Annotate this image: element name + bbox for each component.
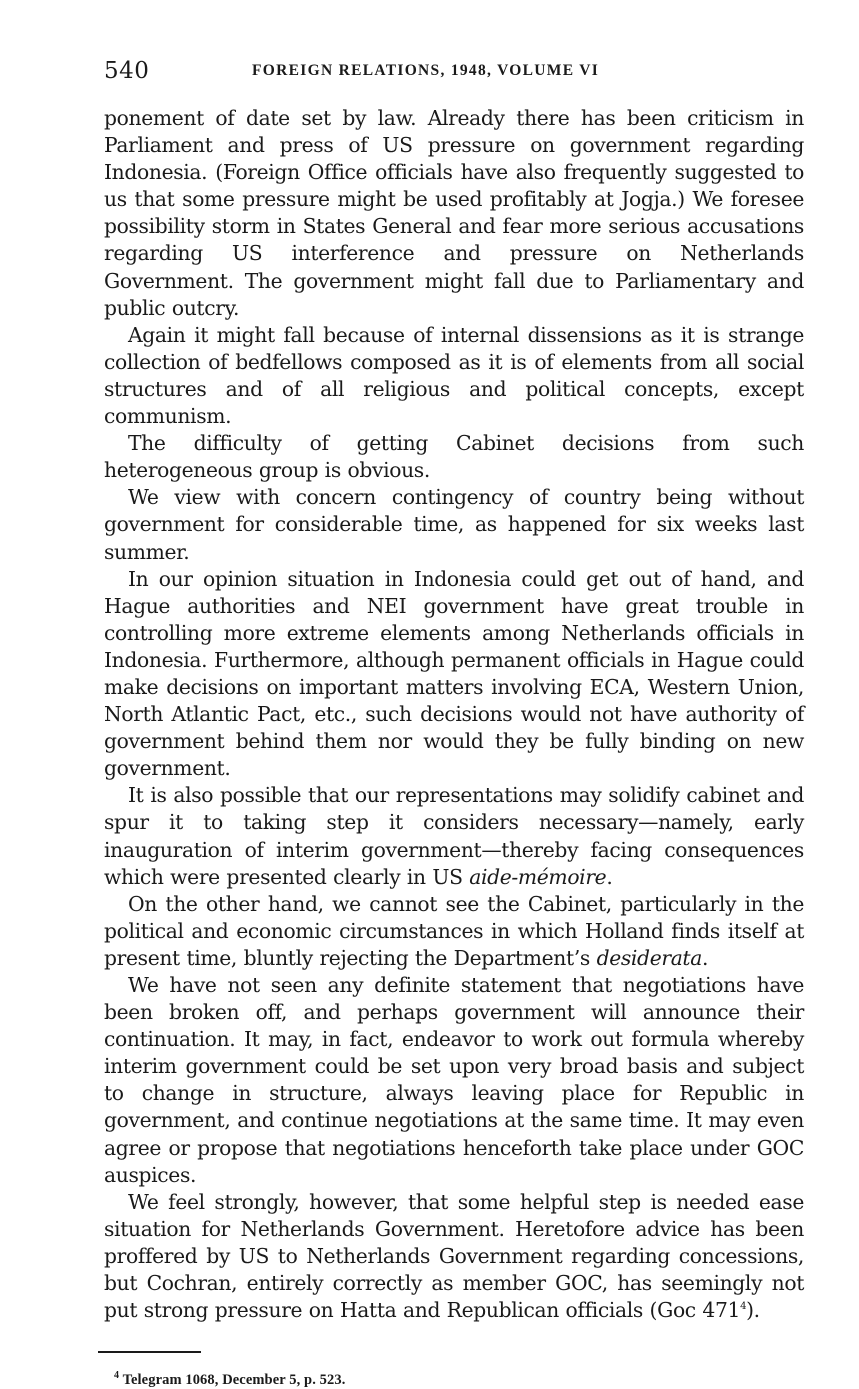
- paragraph-text: It is also possible that our representations may solidify cabinet and spur it to taking step it considers necessary—namely, early inauguration of interim government—thereby facing consequences which were presented clearly in US: [104, 783, 804, 889]
- footnote-text: Telegram 1068, December 5, p. 523.: [119, 1372, 346, 1389]
- italic-term: desiderata: [596, 945, 702, 970]
- body-text: [104, 105, 804, 1324]
- footnote-marker: 4: [114, 1370, 120, 1382]
- paragraph-text: ).: [746, 1298, 760, 1323]
- paragraph: The difficulty of getting Cabinet decisions from such heterogeneous group is obvious.: [104, 431, 804, 483]
- footnote-reference[interactable]: 4: [740, 1301, 747, 1313]
- running-head-title: FOREIGN RELATIONS, 1948, VOLUME VI: [252, 62, 600, 79]
- footnote-divider: [98, 1351, 201, 1353]
- italic-term: aide-mémoire: [469, 864, 607, 889]
- running-head: [104, 56, 804, 90]
- paragraph-continued: ponement of date set by law. Already there has been criticism in Parliament and press of US pressure on government regarding Indonesia. (Foreign Office officials have also frequently suggested to us that some pressure might be used profitably at Jogja.) We foresee possibility storm in States General and fear more serious accusations regarding US interference and pressure on Netherlands Government. The government might fall due to Parliamentary and public outcry.: [104, 106, 804, 320]
- page-number: 540: [104, 58, 150, 84]
- paragraph: We view with concern contingency of country being without government for considerable time, as happened for six weeks last summer.: [104, 485, 804, 564]
- paragraph: Again it might fall because of internal dissensions as it is strange collection of bedfellows composed as it is of elements from all social structures and of all religious and political concepts, except communism.: [104, 322, 804, 429]
- paragraph-text: On the other hand, we cannot see the Cabinet, particularly in the political and economic circumstances in which Holland finds itself at present time, bluntly rejecting the Department’s: [104, 891, 804, 970]
- paragraph-text: .: [701, 945, 709, 970]
- paragraph-text: .: [606, 864, 613, 889]
- paragraph: [104, 782, 804, 890]
- paragraph: In our opinion situation in Indonesia could get out of hand, and Hague authorities and NEI government have great trouble in controlling more extreme elements among Netherlands officials in Indonesia. Furthermore, although permanent officials in Hague could make decisions on important matters involving ECA, Western Union, North Atlantic Pact, etc., such decisions would not have authority of government behind them nor would they be fully binding on new government.: [104, 566, 804, 781]
- footnote: [114, 1372, 804, 1389]
- paragraph: We have not seen any definite statement that negotiations have been broken off, and perhaps government will announce their continuation. It may, in fact, endeavor to work out formula whereby interim government could be set upon very broad basis and subject to change in structure, always leaving place for Republic in government, and continue negotiations at the same time. It may even agree or propose that negotiations henceforth take place under GOC auspices.: [104, 973, 804, 1187]
- paragraph: [104, 891, 804, 972]
- paragraph: [104, 1189, 804, 1324]
- document-page: [104, 56, 804, 1389]
- paragraph-text: We feel strongly, however, that some helpful step is needed ease situation for Netherlands Government. Heretofore advice has been proffered by US to Netherlands Government regarding concessions, but Cochran, entirely correctly as member GOC, has seemingly not put strong pressure on Hatta and Republican officials (Goc 471: [104, 1189, 804, 1323]
